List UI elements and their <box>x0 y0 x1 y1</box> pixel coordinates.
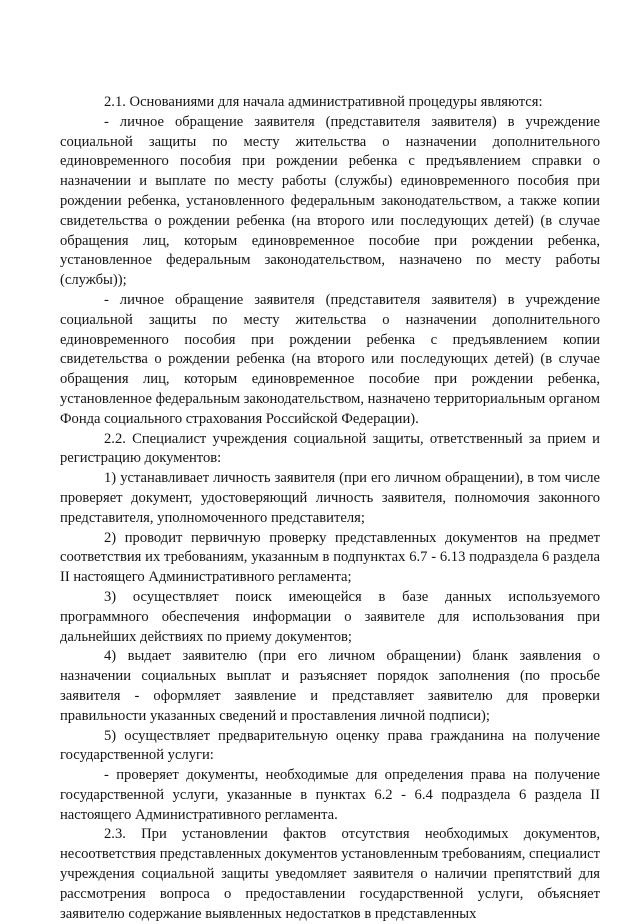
paragraph-step-4: 4) выдает заявителю (при его личном обращении) бланк заявления о назначении социальных выплат и разъясняет порядок заполнения (по просьбе заявителя - оформляет заявление и представляет заявителю для проверки правильности указанных сведений и проставления личной подписи); <box>60 648 600 724</box>
document-page <box>60 93 600 924</box>
paragraph-2-3: 2.3. При установлении фактов отсутствия необходимых документов, несоответствия представленных документов установленным требованиям, специалист учреждения социальной защиты уведомляет заявителя о наличии препятствий для рассмотрения вопроса о предоставлении государственной услуги, объясняет заявителю содержание выявленных недостатков в представленных <box>60 826 600 922</box>
paragraph-basis-1: - личное обращение заявителя (представителя заявителя) в учреждение социальной защиты по месту жительства о назначении дополнительного единовременного пособия при рождении ребенка с предъявлением справки о назначении и выплате по месту работы (службы) единовременного пособия при рождении ребенка, установленного федеральным законодательством, а также копии свидетельства о рождении ребенка (на второго или последующих детей) (в случае обращения лиц, которым единовременное пособие при рождении ребенка, установленное федеральным законодательством, назначено по месту работы (службы)); <box>60 113 600 289</box>
paragraph-step-5: 5) осуществляет предварительную оценку права гражданина на получение государственной услуги: <box>60 727 600 764</box>
paragraph-2-1-heading: 2.1. Основаниями для начала административной процедуры являются: <box>104 94 543 110</box>
paragraph-basis-2: - личное обращение заявителя (представителя заявителя) в учреждение социальной защиты по месту жительства о назначении дополнительного единовременного пособия при рождении ребенка с предъявлением копии свидетельства о рождении ребенка (на второго или последующих детей) (в случае обращения лиц, которым единовременное пособие при рождении ребенка, установленное федеральным законодательством, назначено территориальным органом Фонда социального страхования Российской Федерации). <box>60 291 601 427</box>
paragraph-step-1: 1) устанавливает личность заявителя (при его личном обращении), в том числе проверяет документ, удостоверяющий личность заявителя, полномочия законного представителя, уполномоченного представителя; <box>60 470 600 526</box>
paragraph-step-2: 2) проводит первичную проверку представленных документов на предмет соответствия их требованиям, указанным в подпунктах 6.7 - 6.13 подраздела 6 раздела II настоящего Административного регламента; <box>60 529 600 586</box>
paragraph-step-5-sub: - проверяет документы, необходимые для определения права на получение государственной услуги, указанные в пунктах 6.2 - 6.4 подраздела 6 раздела II настоящего Административного регламента. <box>60 767 600 823</box>
paragraph-step-3: 3) осуществляет поиск имеющейся в базе данных используемого программного обеспечения информации о заявителе для использования при дальнейших действиях по приему документов; <box>60 588 600 645</box>
paragraph-2-2-heading: 2.2. Специалист учреждения социальной защиты, ответственный за прием и регистрацию документов: <box>60 430 600 467</box>
